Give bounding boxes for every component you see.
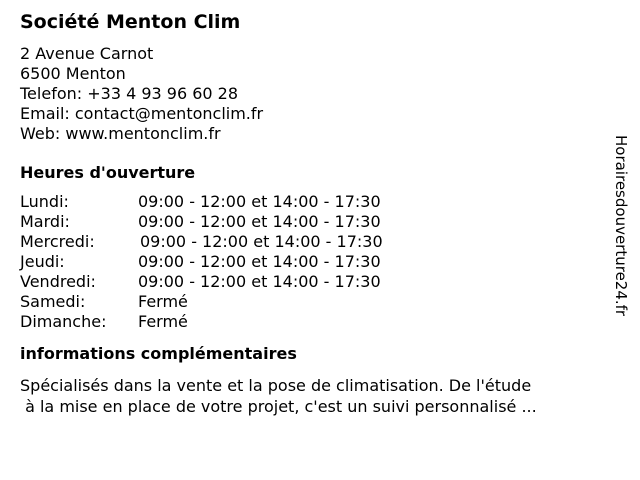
street-address: 2 Avenue Carnot (20, 44, 154, 63)
email-address: Email: contact@mentonclim.fr (20, 104, 264, 123)
hours-time: 09:00 - 12:00 et 14:00 - 17:30 (138, 192, 381, 211)
contact-block (20, 44, 600, 144)
additional-info-text (20, 375, 600, 417)
hours-row-saturday (20, 292, 600, 312)
hours-row-tuesday (20, 212, 600, 232)
company-name: Société Menton Clim (20, 11, 241, 33)
hours-row-sunday (20, 312, 600, 332)
site-watermark: Horairesdouverture24.fr (612, 135, 630, 317)
business-card (20, 8, 600, 417)
hours-day: Dimanche: (20, 312, 107, 331)
phone-number: Telefon: +33 4 93 96 60 28 (20, 84, 239, 103)
additional-info-heading: informations complémentaires (20, 344, 297, 363)
hours-day: Samedi: (20, 292, 86, 311)
postal-city: 6500 Menton (20, 64, 126, 83)
hours-day: Vendredi: (20, 272, 96, 291)
hours-row-thursday (20, 252, 600, 272)
hours-time: 09:00 - 12:00 et 14:00 - 17:30 (140, 232, 383, 251)
hours-time: 09:00 - 12:00 et 14:00 - 17:30 (138, 272, 381, 291)
hours-time: Fermé (138, 292, 188, 311)
hours-day: Jeudi: (20, 252, 65, 271)
website: Web: www.mentonclim.fr (20, 124, 221, 143)
hours-day: Mardi: (20, 212, 70, 231)
hours-day: Mercredi: (20, 232, 95, 251)
hours-day: Lundi: (20, 192, 69, 211)
info-line-2: à la mise en place de votre projet, c'est un suivi personnalisé ... (20, 397, 537, 416)
hours-row-monday (20, 192, 600, 212)
hours-row-friday (20, 272, 600, 292)
opening-hours-heading: Heures d'ouverture (20, 163, 196, 182)
hours-row-wednesday (20, 232, 600, 252)
hours-time: 09:00 - 12:00 et 14:00 - 17:30 (138, 252, 381, 271)
info-line-1: Spécialisés dans la vente et la pose de climatisation. De l'étude (20, 376, 532, 395)
hours-time: Fermé (138, 312, 188, 331)
opening-hours-table (20, 192, 600, 332)
hours-time: 09:00 - 12:00 et 14:00 - 17:30 (138, 212, 381, 231)
